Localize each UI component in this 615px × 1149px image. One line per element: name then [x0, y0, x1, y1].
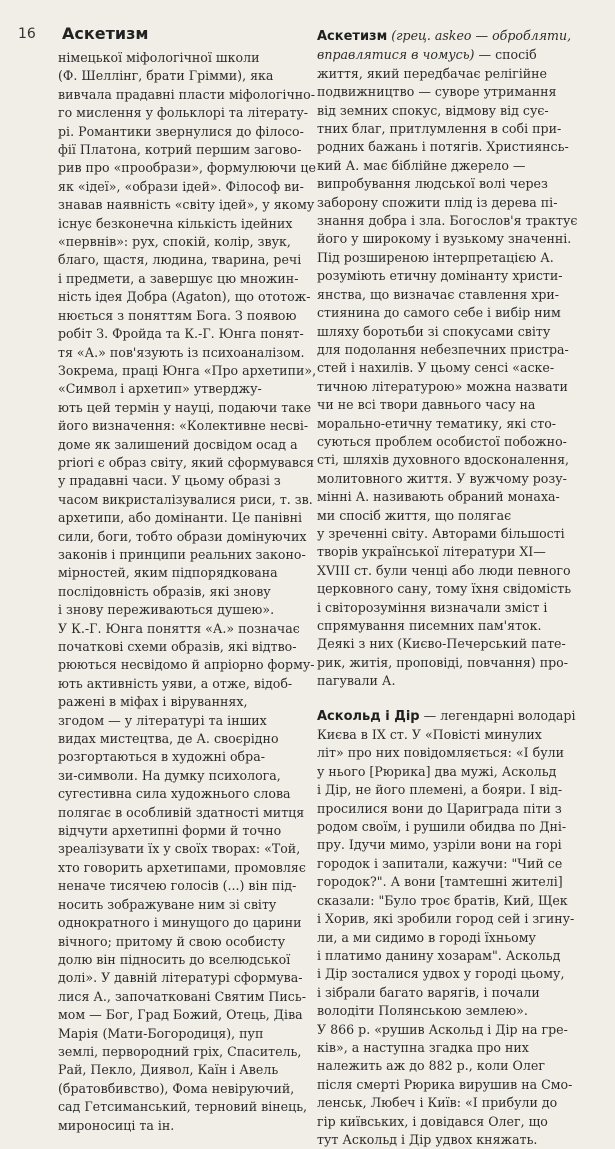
text-line: мінні А. називають обраний монаха- [317, 489, 560, 505]
text-line: належить аж до 882 р., коли Олег [317, 1058, 545, 1074]
text-line: стей і нахилів. У цьому сенсі «аске- [317, 360, 555, 376]
text-line: носить зображуване ним зі світу [58, 896, 277, 912]
right-column [317, 27, 599, 1149]
text-line: ми спосіб життя, що полягає [317, 507, 512, 523]
text-line: полягає в особливій здатності митця [58, 804, 305, 820]
text-line: і Дір, не його племені, а бояри. І від- [317, 782, 563, 798]
left-column [58, 49, 317, 1135]
page-number: 16 [18, 26, 36, 42]
text-line: вивчала прадавні пласти міфологічно- [58, 86, 316, 102]
entry-headword: Аскольд і Дір [317, 708, 420, 724]
text-line: рюються несвідомо й апріорно форму- [58, 657, 315, 673]
text-line: у зреченні світу. Авторами більшості [317, 525, 565, 541]
text-line: заборону спожити плід із дерева пі- [317, 194, 558, 210]
entry-first-line [317, 27, 599, 46]
text-line: згодом — у літературі та інших [58, 712, 267, 728]
text-line: ли, а ми сидимо в городі їхньому [317, 929, 536, 945]
text-line: зи-символи. На думку психолога, [58, 767, 281, 783]
text-line: городок і запитали, кажучи: "Чий се [317, 855, 563, 871]
text-line: володіти Полянською землею». [317, 1003, 528, 1019]
text-line: «первнів»: рух, спокій, колір, звук, [58, 234, 291, 250]
text-line: мироносиці та ін. [58, 1117, 175, 1133]
text-line: долю він підносить до вселюдської [58, 951, 291, 967]
text-line: родом своїм, і рушили обидва по Дні- [317, 819, 567, 835]
text-line: творів української літератури ХІ— [317, 544, 546, 560]
text-line: однократного і минущого до царини [58, 915, 302, 931]
text-line: гір київських, і довідався Олег, що [317, 1113, 548, 1129]
entry-headword: Аскетизм [317, 29, 388, 44]
text-line: послідовність образів, які знову [58, 583, 271, 599]
text-line: Києва в IX ст. У «Повісті минулих [317, 727, 542, 743]
text-line: і знову переживаються душею». [58, 602, 275, 618]
text-line: мом — Бог, Град Божий, Отець, Діва [58, 1007, 303, 1023]
text-line: хто говорить архетипами, промовляє [58, 859, 306, 875]
text-line: і світорозуміння визначали зміст і [317, 599, 548, 615]
text-line: його визначення: «Колективне несві- [58, 418, 309, 434]
text-line: як «ідеї», «образи ідей». Філософ ви- [58, 178, 304, 194]
text-line: пагували А. [317, 673, 396, 689]
text-line: після смерті Рюрика вирушив на Смо- [317, 1076, 573, 1092]
text-line: ражені в міфах і віруваннях, [58, 694, 248, 710]
text-line: молитовного життя. У вужчому розу- [317, 470, 567, 486]
text-line: зреалізувати їх у своїх творах: «Той, [58, 841, 301, 857]
text-line: городок?". А вони [тамтешні жителі] [317, 874, 563, 890]
text-line: архетипи, або домінанти. Це панівні [58, 510, 303, 526]
text-line: кий А. має біблійне джерело — [317, 157, 526, 173]
text-line: робіт З. Фройда та К.-Г. Юнга понят- [58, 326, 304, 342]
text-line: тних благ, притлумлення в собі при- [317, 121, 562, 137]
text-line: і предмети, а завершує цю множин- [58, 270, 299, 286]
text-line: морально-етичну тематику, які сто- [317, 415, 557, 431]
text-line: рі. Романтики звернулися до філосо- [58, 123, 304, 139]
text-line: шляху боротьби зі спокусами світу [317, 323, 551, 339]
text-line: знавав наявність «світу ідей», у якому [58, 197, 315, 213]
text-line: У К.-Г. Юнга поняття «А.» позначає [58, 620, 300, 636]
entry-askold-i-dir [317, 707, 599, 1149]
text-line: Марія (Мати-Богородиця), пуп [58, 1025, 264, 1041]
text-line: ють активність уяви, а отже, відоб- [58, 675, 293, 691]
text-line: сад Гетсиманський, терновий вінець, [58, 1099, 308, 1115]
text-line: початкові схеми образів, які відтво- [58, 639, 297, 654]
text-line: часом викристалізувалися риси, т. зв. [58, 491, 313, 507]
text-line: і зібрали багато варягів, і почали [317, 984, 540, 1000]
text-line: розуміють етичну домінанту христи- [317, 268, 563, 284]
text-line: родних бажань і потягів. Християнсь- [317, 139, 569, 155]
text-line: сті, шляхів духовного вдосконалення, [317, 452, 570, 468]
text-line: знання добра і зла. Богослов'я трактує [317, 213, 578, 229]
text-line: ків», а наступна згадка про них [317, 1039, 529, 1055]
text-line: тя «А.» пов'язують із психоаналізом. [58, 344, 305, 360]
text-line: суються проблем особистої побожно- [317, 433, 567, 449]
text-line: чи не всі твори давнього часу на [317, 397, 536, 413]
running-head: Аскетизм [62, 24, 149, 43]
text-line: нюється з поняттям Бога. З появою [58, 307, 297, 323]
text-line: землі, первородний гріх, Спаситель, [58, 1043, 302, 1059]
text-line: (Ф. Шеллінг, брати Грімми), яка [58, 68, 274, 84]
text-line: тичною літературою» можна назвати [317, 378, 568, 394]
text-line: вічного; притому й свою особисту [58, 933, 286, 949]
text-line: його у широкому і вузькому значенні. [317, 231, 572, 247]
text-line: доме як залишений досвідом осад а [58, 436, 298, 452]
text-line: вправлятися в чомусь) — спосіб [317, 47, 537, 63]
text-line: Рай, Пекло, Диявол, Каїн і Авель [58, 1062, 279, 1078]
text-line: долі». У давній літературі сформува- [58, 970, 303, 986]
text-line: відчути архетипні форми й точно [58, 823, 282, 839]
text-line: церковного сану, тому їхня свідомість [317, 581, 572, 597]
text-line: ленськ, Любеч і Київ: «І прибули до [317, 1095, 558, 1111]
text-line: спрямування писемних пам'яток. [317, 618, 542, 633]
text-line: неначе тисячею голосів (...) він під- [58, 878, 297, 894]
text-line: німецької міфологічної школи [58, 50, 260, 65]
text-line: і Хорив, які зробили город сей і згину- [317, 911, 575, 927]
text-line: сугестивна сила художнього слова [58, 786, 291, 802]
entry-first-line [317, 707, 599, 726]
text-line: і Дір зосталися удвох у городі цьому, [317, 966, 565, 982]
text-line: існує безконечна кількість ідейних [58, 215, 293, 231]
text-line: У 866 р. «рушив Аскольд і Дір на гре- [317, 1021, 568, 1037]
text-line: ність ідея Добра (Agaton), що ототож- [58, 289, 311, 305]
text-line: фії Платона, котрий першим загово- [58, 142, 302, 158]
text-line: законів і принципи реальних законо- [58, 546, 306, 562]
text-line: Зокрема, праці Юнга «Про архетипи», [58, 362, 317, 378]
text-line: у прадавні часи. У цьому образі з [58, 473, 281, 489]
text-line: янства, що визначає ставлення хри- [317, 286, 560, 302]
text-line: Деякі з них (Києво-Печерський пате- [317, 636, 566, 652]
text-line: лися А., започатковані Святим Пись- [58, 988, 306, 1004]
text-line: стиянина до самого себе і вибір ним [317, 305, 561, 321]
text-line: від земних спокус, відмову від сує- [317, 102, 549, 118]
etymology-italic: вправлятися в чомусь) [317, 47, 475, 63]
text-line: випробування людської волі через [317, 176, 548, 192]
text-line: розгортаються в художні обра- [58, 749, 265, 765]
text-line: (братовбивство), Фома невіруючий, [58, 1080, 295, 1096]
entry-asketyzm [317, 27, 599, 691]
text-line: «Символ і архетип» утверджу- [58, 381, 262, 397]
text-line: ють цей термін у науці, подаючи таке [58, 399, 312, 415]
text-line: і платимо данину хозарам". Аскольд [317, 947, 561, 963]
text-line: мірностей, яким підпорядкована [58, 565, 278, 581]
text-line: для подолання небезпечних пристра- [317, 341, 569, 357]
text-line: тут Аскольд і Дір удвох княжать. [317, 1131, 538, 1147]
text-line: подвижництво — суворе утримання [317, 84, 557, 100]
text-line: пру. Ідучи мимо, узріли вони на горі [317, 837, 562, 853]
text-line: ХVІІІ ст. були ченці або люди певного [317, 562, 571, 578]
text-line: життя, який передбачає релігійне [317, 65, 547, 81]
text-line: у нього [Рюрика] два мужі, Аскольд [317, 763, 557, 779]
text-line: рик, житія, проповіді, повчання) про- [317, 654, 569, 670]
text-line: благо, щастя, людина, тварина, речі [58, 252, 302, 268]
entry-definition-start: — легендарні володарі [423, 707, 576, 723]
text-line: просилися вони до Цариграда піти з [317, 800, 562, 816]
text-line: сили, боги, тобто образи домінуючих [58, 528, 307, 544]
text-line: видах мистецтва, де А. своєрідно [58, 731, 279, 747]
text-line: го мислення у фольклорі та літерату- [58, 105, 308, 121]
text-line: сказали: "Було троє братів, Кий, Щек [317, 892, 568, 908]
entry-definition-start: (грец. askeo — обробляти, [391, 28, 572, 43]
text-line: літ» про них повідомляється: «І були [317, 745, 564, 761]
text-line: priori є образ світу, який сформувався [58, 454, 315, 470]
text-line: Під розширеною інтерпретацією А. [317, 249, 554, 265]
text-line: рив про «прообрази», формулюючи це [58, 160, 316, 176]
